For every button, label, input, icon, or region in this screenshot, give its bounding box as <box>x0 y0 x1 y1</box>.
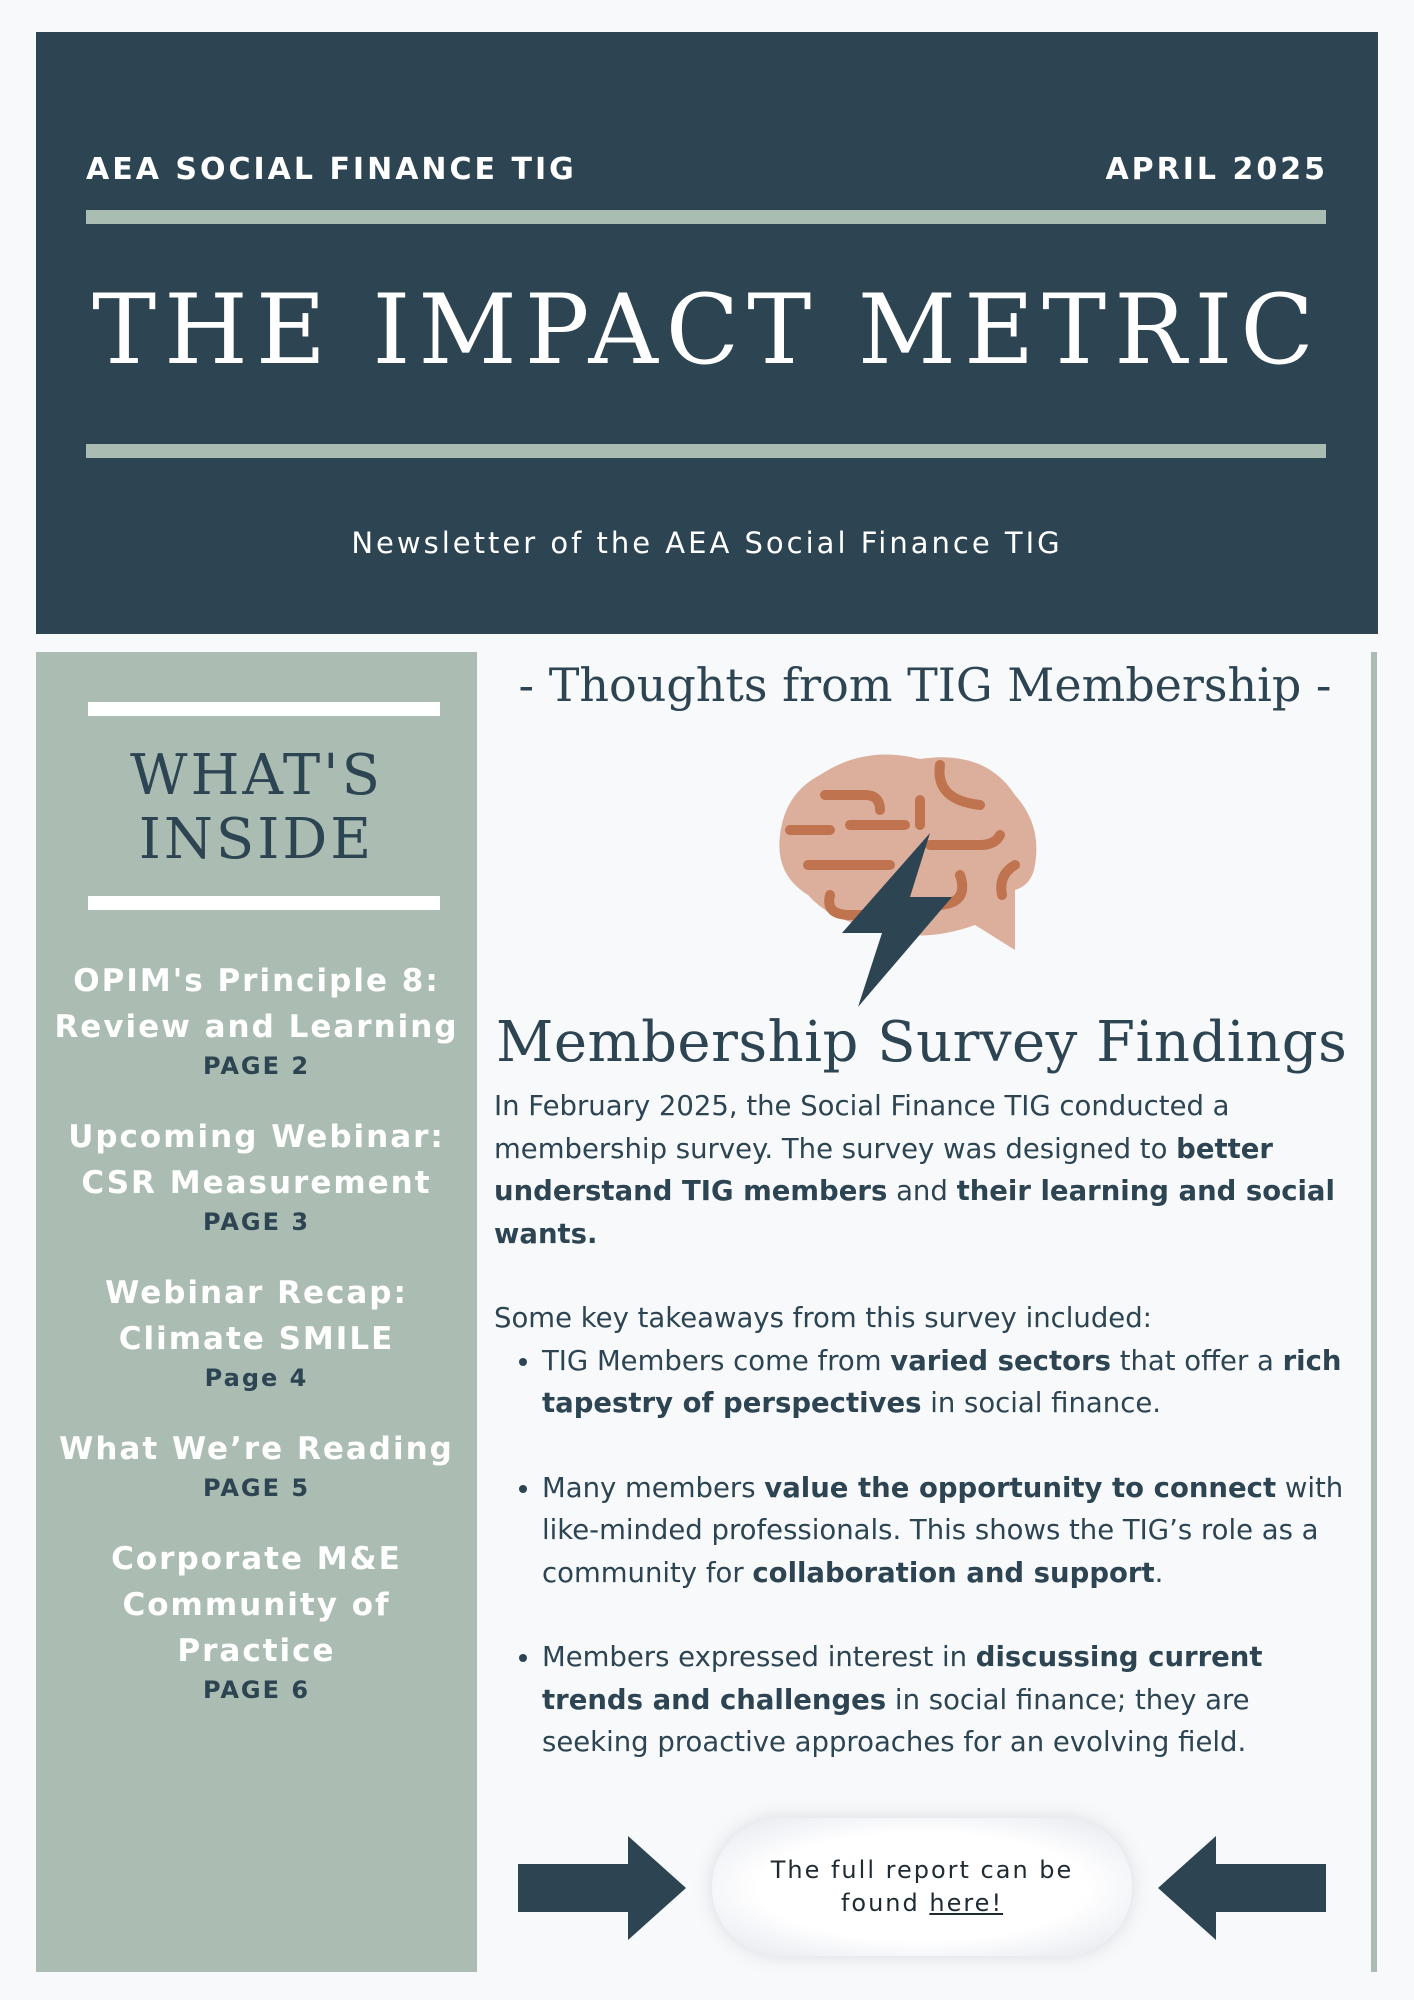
report-link-line <box>841 1887 1003 1920</box>
toc-item-title: Review and Learning <box>54 1009 459 1045</box>
intro-text: and <box>887 1175 957 1207</box>
toc-item-page: PAGE 2 <box>202 1052 311 1080</box>
toc-item-title: OPIM's Principle 8: <box>73 963 440 999</box>
toc-item-title: Practice <box>177 1633 336 1669</box>
bullet-text: . <box>1154 1556 1164 1589</box>
arrow-left-icon <box>1158 1836 1326 1940</box>
toc-item-opim-principle[interactable] <box>36 958 477 1080</box>
masthead-bottom-rule <box>86 444 1326 458</box>
right-border-line <box>1371 652 1377 1972</box>
intro-paragraph <box>494 1085 1364 1255</box>
toc-item-webinar-recap[interactable] <box>36 1270 477 1392</box>
toc-item-title: Upcoming Webinar: <box>68 1119 445 1155</box>
org-name: AEA SOCIAL FINANCE TIG <box>86 152 577 187</box>
toc-item-what-were-reading[interactable] <box>36 1426 477 1502</box>
bullet-text: Many members <box>542 1471 765 1504</box>
arrow-right-icon <box>518 1836 686 1940</box>
sidebar-title-line2: INSIDE <box>138 807 375 872</box>
bullet-text: Members expressed interest in <box>542 1641 976 1673</box>
bullet-text: with like-minded professionals. This shows the TIG’s role as a community for <box>542 1471 1344 1589</box>
report-text: The full report can be <box>770 1856 1074 1884</box>
toc-item-title: What We’re Reading <box>59 1431 454 1467</box>
report-text: found <box>840 1889 930 1917</box>
bullet-bold: rich tapestry of perspectives <box>542 1344 1342 1419</box>
toc-item-page: Page 4 <box>204 1364 309 1392</box>
toc-item-page: PAGE 6 <box>202 1676 311 1704</box>
list-item <box>542 1467 1364 1595</box>
bullet-bold: value the opportunity to connect <box>764 1471 1277 1504</box>
sidebar-title <box>36 744 477 872</box>
article-heading: Membership Survey Findings <box>496 1010 1348 1075</box>
toc-item-upcoming-webinar[interactable] <box>36 1114 477 1236</box>
intro-bold: their learning and social wants. <box>494 1175 1335 1250</box>
bullet-text: in social finance. <box>921 1387 1161 1419</box>
toc-item-page: PAGE 3 <box>202 1208 311 1236</box>
table-of-contents <box>36 958 477 1738</box>
intro-bold: better understand TIG members <box>494 1132 1273 1207</box>
section-heading: - Thoughts from TIG Membership - <box>518 658 1332 712</box>
article-body <box>494 1085 1364 1764</box>
list-item <box>542 1636 1364 1764</box>
sidebar-top-rule <box>88 702 440 716</box>
toc-item-title: Webinar Recap: <box>105 1275 408 1311</box>
toc-item-title: Community of <box>122 1587 391 1623</box>
takeaways-list <box>494 1340 1364 1764</box>
toc-item-page: PAGE 5 <box>202 1474 311 1502</box>
toc-item-title: CSR Measurement <box>81 1165 432 1201</box>
list-item <box>542 1340 1364 1425</box>
bullet-text: TIG Members come from <box>542 1344 891 1377</box>
report-link[interactable]: here! <box>929 1889 1004 1917</box>
toc-item-title: Corporate M&E <box>111 1541 402 1577</box>
newsletter-title: THE IMPACT METRIC <box>92 274 1322 386</box>
bullet-bold: discussing current trends and challenges <box>542 1641 1263 1716</box>
masthead <box>36 32 1378 634</box>
takeaways-label: Some key takeaways from this survey included: <box>494 1302 1152 1334</box>
bullet-bold: varied sectors <box>890 1344 1111 1377</box>
bullet-text: that offer a <box>1110 1344 1283 1377</box>
bullet-text: in social finance; they are seeking proactive approaches for an evolving field. <box>542 1683 1250 1758</box>
sidebar-title-line1: WHAT'S <box>130 743 383 808</box>
newsletter-subtitle: Newsletter of the AEA Social Finance TIG <box>351 526 1063 560</box>
sidebar-bottom-rule <box>88 896 440 910</box>
full-report-callout[interactable] <box>712 1818 1132 1956</box>
toc-item-corporate-me[interactable] <box>36 1536 477 1704</box>
intro-text: In February 2025, the Social Finance TIG conducted a membership survey. The survey was designed to <box>494 1090 1230 1165</box>
brain-lightning-icon <box>770 745 1050 1015</box>
toc-item-title: Climate SMILE <box>118 1321 395 1357</box>
bullet-bold: collaboration and support <box>752 1556 1155 1589</box>
masthead-top-rule <box>86 210 1326 224</box>
whats-inside-sidebar <box>36 652 477 1972</box>
issue-date: APRIL 2025 <box>1105 152 1328 187</box>
